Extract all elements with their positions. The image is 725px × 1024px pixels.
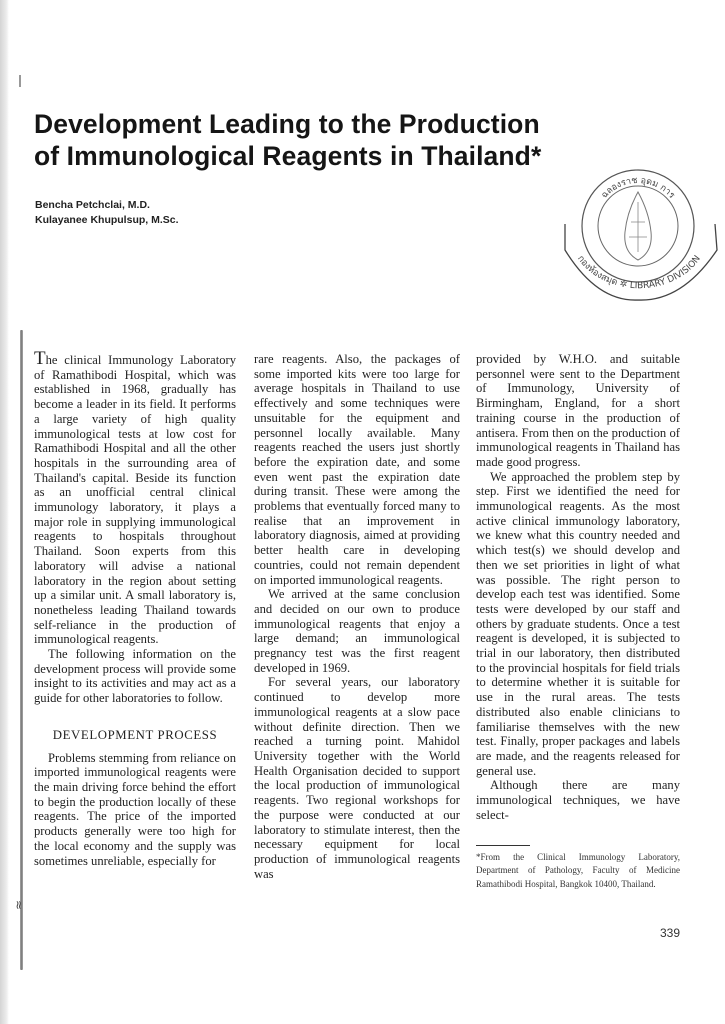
author-2: Kulayanee Khupulsup, M.Sc. — [35, 214, 179, 226]
stamp-text-top: ฉลองราช อุดม การ — [599, 175, 677, 201]
scan-mark — [19, 75, 21, 87]
paragraph-text: he clinical Immunology Laboratory of Ramathibodi Hospital, which was established in 1968, gradually has become a leader in its field. It performs a large variety of high quality immunological tests at low cost for Ramathibodi Hospital and all the other hospitals in the surrounding area of Thailand's capital. Beside its function as an unofficial central clinical immunology laboratory, it plays a major role in supplying immunological reagents to hospitals throughout Thailand. Soon experts from this laboratory will advise a national laboratory in the region about setting up a similar unit. A small laboratory is, nonetheless leading Thailand towards self-reliance in the production of immunological reagents. — [34, 353, 236, 647]
stamp-emblem-detail — [629, 202, 647, 252]
author-list — [35, 198, 179, 228]
drop-cap: T — [34, 348, 46, 369]
library-stamp-icon — [557, 152, 719, 302]
footnote-divider — [476, 845, 530, 846]
column-2 — [254, 352, 460, 881]
paragraph: We approached the problem step by step. First we identified the need for immunological reagents. As the most active clinical immunology laboratory, we knew what this country needed and which test(s) we should develop and then we set priorities in light of what was possible. The right person to develop each test was identified. Some tests were developed by our staff and others by graduate students. Once a test reagent is developed, it is subjected to trial in our laboratory, then distributed to the provincial hospitals for field trials to determine whether it is suitable for use in the rural areas. The tests distributed also enable clinicians to familiarise themselves with the new test. Finally, proper packages and labels are made, and the reagents released for general use. — [476, 469, 680, 778]
stamp-text-bottom: กองห้องสมุด ✲ LIBRARY DIVISION — [575, 253, 703, 292]
author-1: Bencha Petchclai, M.D. — [35, 199, 150, 211]
paragraph — [34, 348, 236, 647]
paragraph: Although there are many immunological techniques, we have select- — [476, 778, 680, 822]
article-title — [34, 108, 541, 172]
page-binding-shadow — [0, 0, 9, 1024]
paragraph: rare reagents. Also, the packages of some imported kits were too large for average hospitals in Thailand to use effectively and some techniques were unsuitable for the equipment and personnel locally available. Many reagents reached the users just shortly before the expiration date, and some even went past the expiration date during transit. These were among the problems that eventually forced many to realise that an improvement in laboratory diagnosis, aimed at providing better health care in developing countries, could not remain dependent on imported immunological reagents. — [254, 352, 460, 587]
column-1 — [34, 348, 236, 868]
section-heading: DEVELOPMENT PROCESS — [52, 727, 218, 742]
paragraph: We arrived at the same conclusion and decided on our own to produce immunological reagents that enjoy a large demand; an immunological pregnancy test was the first reagent developed in 1969. — [254, 587, 460, 675]
title-line-2: of Immunological Reagents in Thailand* — [34, 141, 542, 171]
binding-kink-mark: ≈ — [12, 899, 27, 911]
column-3 — [476, 352, 680, 891]
paragraph: provided by W.H.O. and suitable personnel were sent to the Department of Immunology, University of Birmingham, England, for a short training course in the production of antisera. From then on the production of immunological reagents in Thailand has made good progress. — [476, 352, 680, 469]
title-line-1: Development Leading to the Production — [34, 109, 540, 139]
paragraph: For several years, our laboratory continued to develop more immunological reagents at a slow pace without definite direction. Then we reached a turning point. Mahidol University together with the World Health Organisation decided to support the local production of immunological reagents. Two regional workshops for the purpose were conducted at our laboratory to stimulate interest, then the necessary equipment for local production of immunological reagents was — [254, 675, 460, 881]
paragraph: The following information on the development process will provide some insight to its activities and may act as a guide for other laboratories to follow. — [34, 647, 236, 706]
paragraph: Problems stemming from reliance on imported immunological reagents were the main driving force behind the effort to begin the production locally of these reagents. The price of the imported products generally were too high for the local economy and the supply was sometimes unreliable, especially for — [34, 750, 236, 868]
page-binding-edge — [20, 330, 23, 970]
footnote: *From the Clinical Immunology Laboratory, Department of Pathology, Faculty of Medicine Ramathibodi Hospital, Bangkok 10400, Thailand. — [476, 851, 680, 889]
article-body — [34, 348, 709, 932]
page-number: 339 — [660, 926, 681, 940]
